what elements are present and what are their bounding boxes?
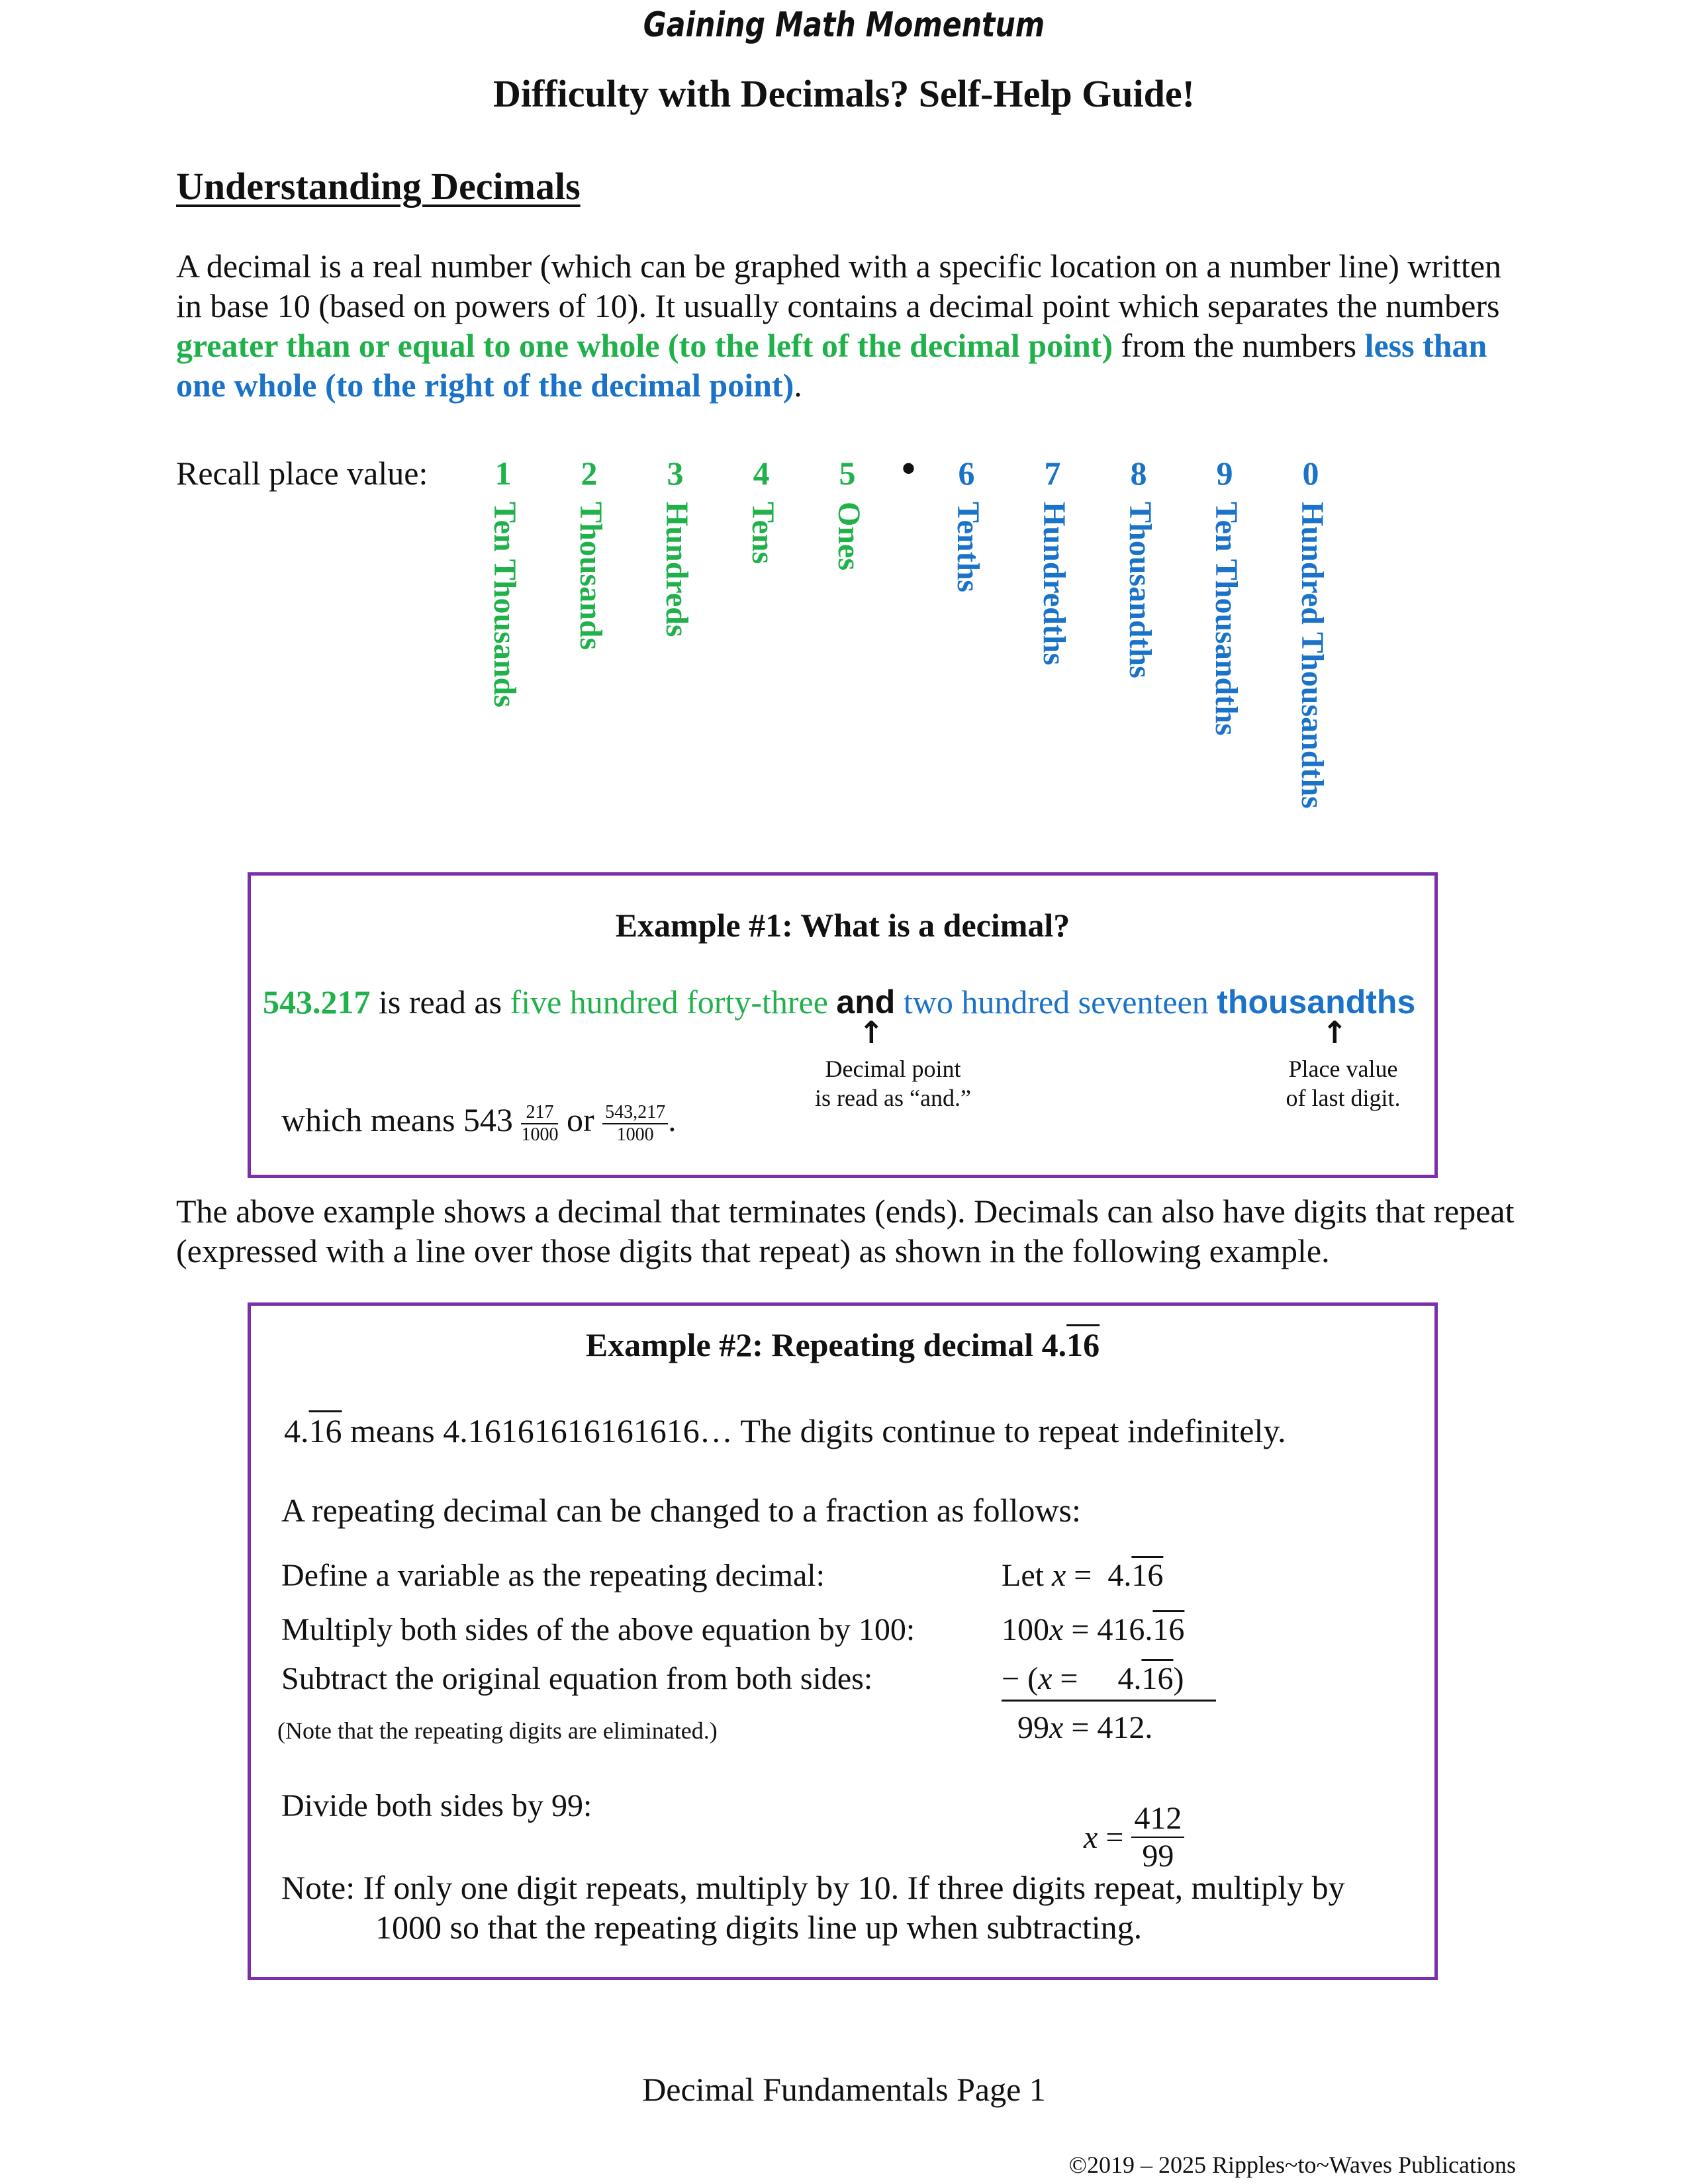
- final-note-line-2: 1000 so that the repeating digits line up when subtracting.: [375, 1909, 1143, 1946]
- eq-variable: x: [1038, 1661, 1053, 1696]
- example-1-sentence: [263, 983, 1415, 1021]
- decimal-point-note: [774, 1054, 1012, 1113]
- place-digit: 9: [1216, 455, 1233, 492]
- eq-repeat: 16: [1141, 1661, 1174, 1696]
- arrow-up-icon: ↑: [859, 1015, 884, 1050]
- fraction-numerator: 543,217: [602, 1102, 668, 1124]
- fraction-intro: A repeating decimal can be changed to a fraction as follows:: [281, 1492, 1081, 1529]
- intro-text-1: A decimal is a real number (which can be graphed with a specific location on a number line) written in base 10 (based on powers of 10). It usually contains a decimal point which separates the numbers: [176, 248, 1502, 324]
- heading-prefix: Example #2: Repeating decimal: [585, 1326, 1042, 1363]
- eq-prefix: 100: [1002, 1612, 1049, 1647]
- step-1-equation: [1002, 1557, 1163, 1594]
- example-2-heading: [251, 1326, 1434, 1364]
- repeat-digits: 16: [308, 1412, 342, 1449]
- result-equation: [1017, 1709, 1152, 1746]
- page-title: Difficulty with Decimals? Self-Help Guide!: [492, 72, 1195, 115]
- place-name: Tenths: [951, 502, 986, 592]
- eq-prefix: 99: [1017, 1710, 1049, 1745]
- example-1-heading: Example #1: What is a decimal?: [615, 907, 1070, 944]
- place-value-label: Recall place value:: [176, 455, 428, 492]
- eq-mid: = 4.: [1066, 1558, 1132, 1593]
- means-text: means 4.16161616161616… The digits continue to repeat indefinitely.: [342, 1412, 1286, 1449]
- fraction-543217-1000: [602, 1102, 668, 1146]
- decimal-words: two hundred seventeen: [903, 983, 1209, 1021]
- intro-paragraph: [176, 246, 1533, 405]
- brand-heading: Gaining Math Momentum: [643, 5, 1045, 45]
- repeat-whole: 4.: [284, 1412, 309, 1449]
- eq-prefix: Let: [1002, 1558, 1052, 1593]
- place-digit: 2: [581, 455, 598, 492]
- place-name: Thousandths: [1123, 502, 1158, 678]
- example-1-box: [248, 872, 1438, 1178]
- step-2-text: Multiply both sides of the above equation by 100:: [281, 1612, 915, 1647]
- eq-prefix: − (: [1002, 1661, 1039, 1696]
- fraction-numerator: 217: [521, 1102, 558, 1124]
- decimal-point-dot: •: [902, 447, 916, 490]
- intro-text-2: from the numbers: [1113, 327, 1365, 364]
- eq-repeat: 16: [1152, 1612, 1185, 1647]
- place-digit: 4: [753, 455, 770, 492]
- heading-whole: 4.: [1041, 1326, 1067, 1363]
- place-digit: 0: [1302, 455, 1319, 492]
- step-3-text: Subtract the original equation from both sides:: [281, 1661, 873, 1696]
- section-heading: Understanding Decimals: [176, 165, 581, 208]
- means-repeat-line: [284, 1412, 1286, 1450]
- place-digit: 1: [494, 455, 512, 492]
- read-as-text: is read as: [370, 983, 510, 1021]
- eliminated-note: (Note that the repeating digits are eliminated.): [277, 1717, 718, 1744]
- fraction-denominator: 1000: [616, 1124, 654, 1145]
- heading-repeat-digits: 16: [1066, 1326, 1100, 1363]
- fraction-denominator: 99: [1142, 1839, 1174, 1874]
- example-2-box: [248, 1302, 1438, 1980]
- note-line: of last digit.: [1286, 1085, 1401, 1111]
- note-line: is read as “and.”: [815, 1085, 971, 1111]
- place-word: thousandths: [1217, 983, 1416, 1021]
- or-word: or: [566, 1101, 594, 1138]
- eq-variable: x: [1049, 1612, 1064, 1647]
- eq-mid: = 412.: [1063, 1710, 1153, 1745]
- example-number: 543.217: [263, 983, 371, 1021]
- intro-blue-phrase: less than one whole (to the right of the decimal point): [176, 327, 1487, 404]
- note-line: Place value: [1288, 1056, 1398, 1082]
- intro-text-3: .: [794, 367, 802, 404]
- means-prefix: which means 543: [281, 1101, 513, 1138]
- whole-words: five hundred forty-three: [510, 983, 828, 1021]
- eq-mid: = 416.: [1063, 1612, 1153, 1647]
- step-2-equation: [1002, 1612, 1184, 1648]
- step-3-equation: [1002, 1661, 1216, 1702]
- step-4-text: Divide both sides by 99:: [281, 1788, 592, 1823]
- note-line: Decimal point: [825, 1056, 961, 1082]
- place-name: Ten Thousandths: [1209, 502, 1244, 736]
- eq-suffix: ): [1173, 1661, 1184, 1696]
- final-note-line-1: Note: If only one digit repeats, multiply by 10. If three digits repeat, multiply by: [281, 1869, 1345, 1906]
- eq-mid: =: [1098, 1819, 1132, 1855]
- eq-variable: x: [1084, 1819, 1098, 1855]
- place-value-note: [1244, 1054, 1442, 1113]
- place-name: Ten Thousands: [487, 502, 522, 707]
- fraction-412-99: [1131, 1800, 1184, 1874]
- eq-variable: x: [1051, 1558, 1066, 1593]
- step-1-text: Define a variable as the repeating decimal:: [281, 1558, 825, 1593]
- place-name: Hundredths: [1037, 502, 1072, 666]
- place-name: Hundred Thousandths: [1295, 502, 1330, 809]
- page-footer: Decimal Fundamentals Page 1: [642, 2071, 1046, 2108]
- place-digit: 7: [1044, 455, 1061, 492]
- fraction-denominator: 1000: [521, 1124, 559, 1145]
- fraction-numerator: 412: [1131, 1800, 1184, 1838]
- arrow-up-icon: ↑: [1322, 1015, 1348, 1050]
- and-word: and: [836, 983, 896, 1021]
- place-digit: 6: [958, 455, 975, 492]
- place-name: Tens: [745, 502, 780, 565]
- eq-mid: = 4.: [1052, 1661, 1142, 1696]
- fraction-217-1000: [521, 1102, 558, 1146]
- intro-green-phrase: greater than or equal to one whole (to the left of the decimal point): [176, 327, 1113, 364]
- place-name: Hundreds: [659, 502, 694, 637]
- period: .: [668, 1101, 677, 1138]
- eq-variable: x: [1049, 1710, 1064, 1745]
- place-name: Ones: [831, 502, 867, 571]
- place-digit: 3: [667, 455, 684, 492]
- eq-repeat: 16: [1131, 1558, 1164, 1593]
- between-paragraph: The above example shows a decimal that terminates (ends). Decimals can also have digits that repeat (expressed with a line over those digits that repeat) as shown in the following example.: [176, 1193, 1515, 1269]
- copyright-notice: ©2019 – 2025 Ripples~to~Waves Publications: [1068, 2152, 1516, 2178]
- place-digit: 8: [1130, 455, 1147, 492]
- place-name: Thousands: [573, 502, 608, 651]
- means-line: [281, 1101, 677, 1146]
- place-digit: 5: [839, 455, 856, 492]
